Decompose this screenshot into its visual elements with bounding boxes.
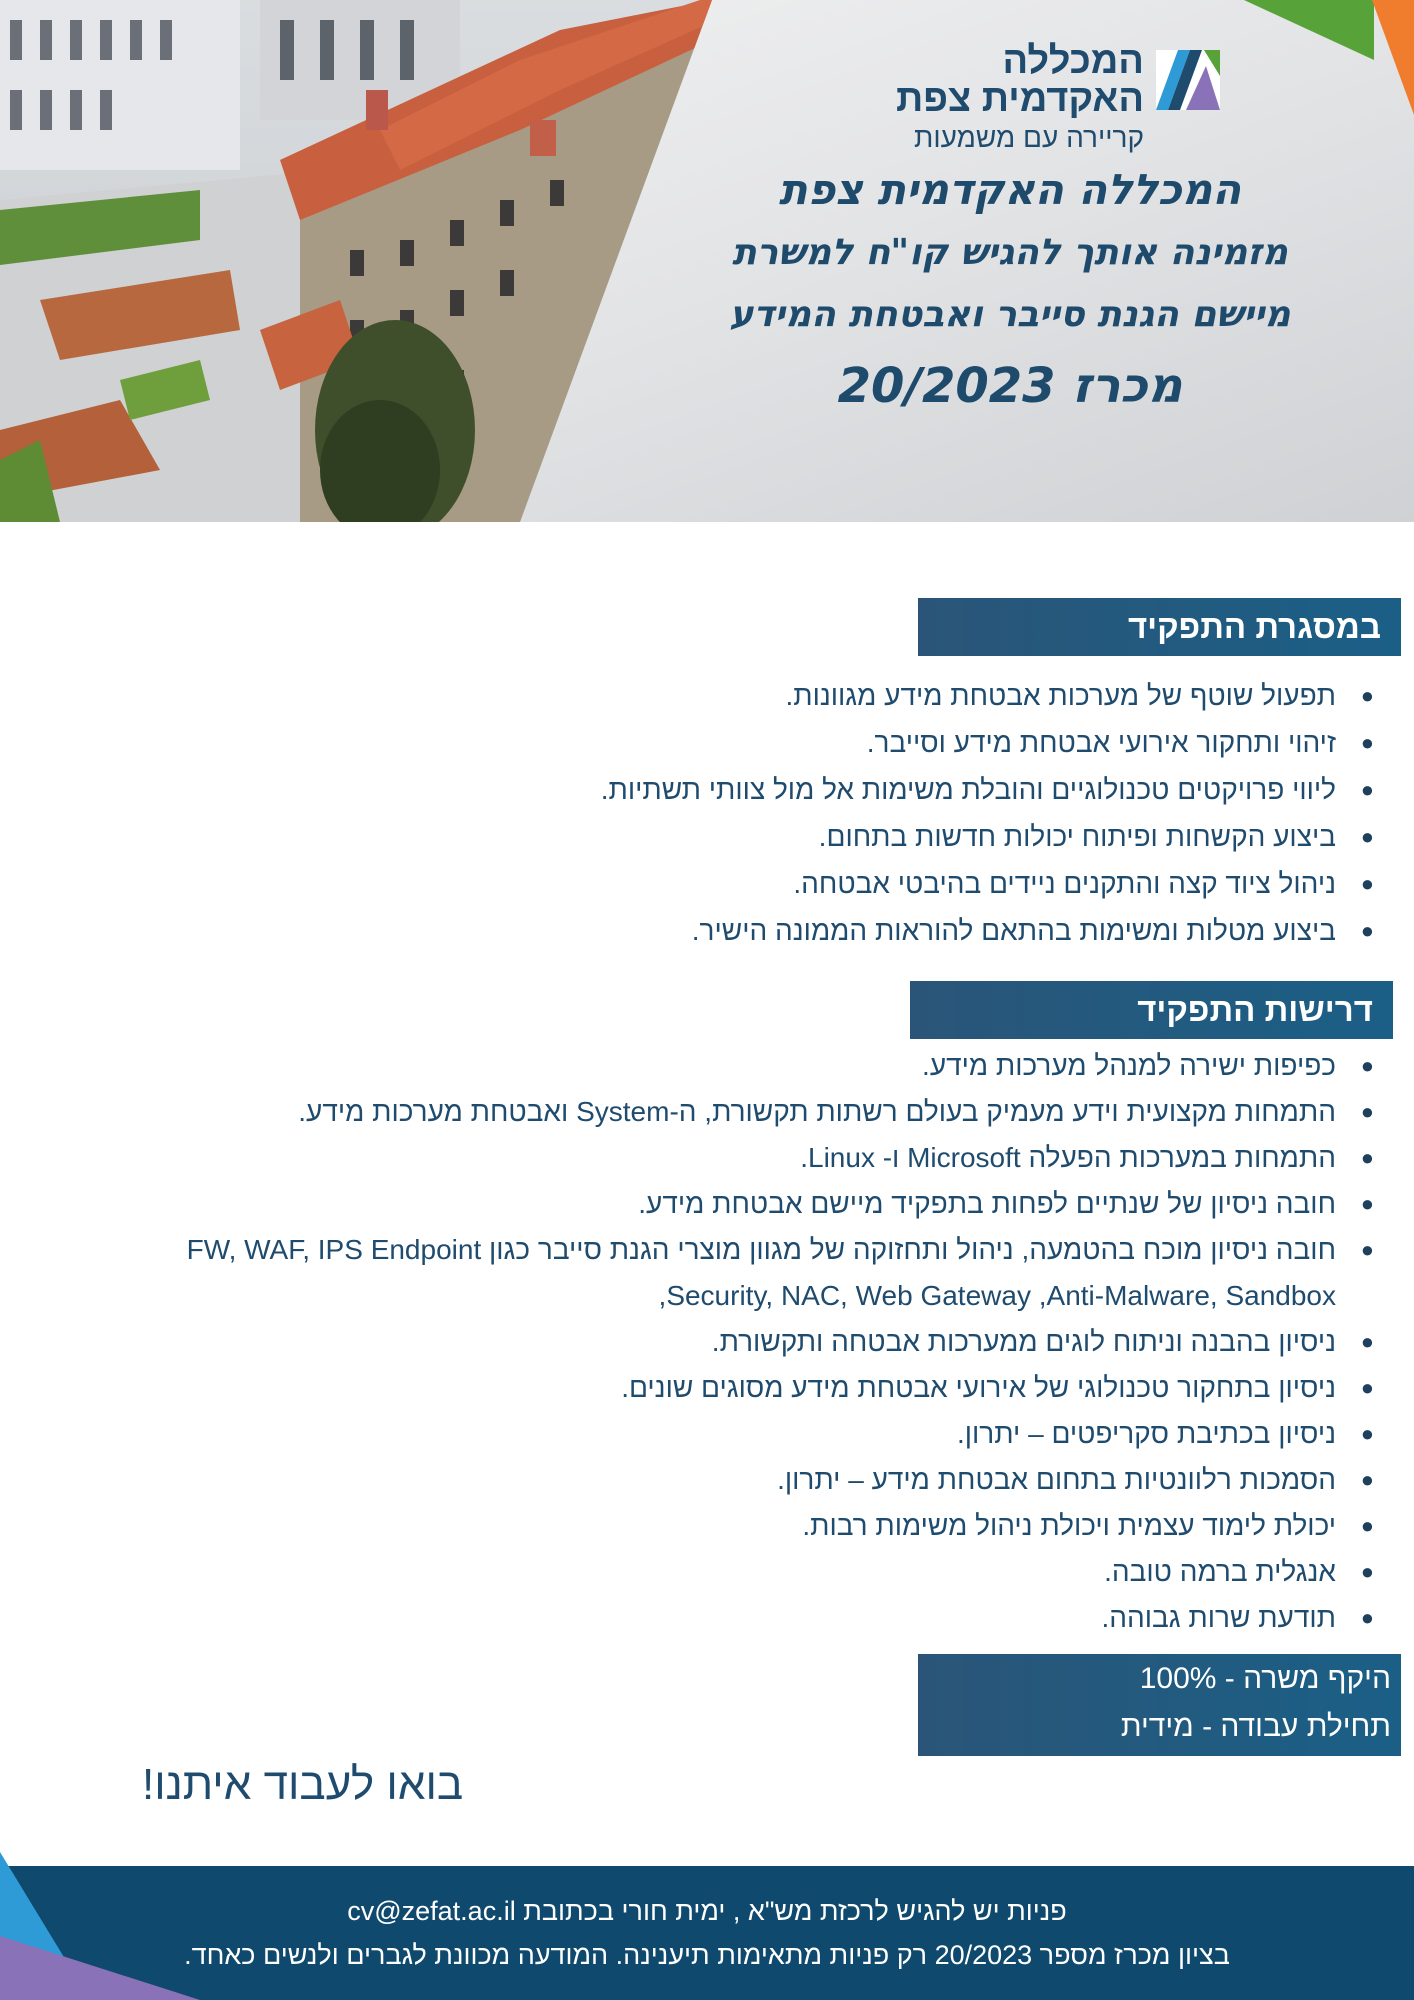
bullet-icon: ●	[1360, 1191, 1374, 1216]
logo-line-2: האקדמית צפת	[896, 78, 1144, 120]
bullet-icon: ●	[1360, 871, 1374, 896]
headline-line-3: מיישם הגנת סייבר ואבטחת המידע	[729, 294, 1291, 335]
bullet-icon: ●	[1360, 1421, 1374, 1446]
job-scope: היקף משרה - 100%	[1139, 1662, 1391, 1695]
bullet-icon: ●	[1360, 1053, 1374, 1078]
bullet-icon: ●	[1360, 683, 1374, 708]
section-title-requirements: דרישות התפקיד	[910, 981, 1393, 1039]
bullet-icon: ●	[1360, 1605, 1374, 1630]
list-item: ● זיהוי ותחקור אירועי אבטחת מידע וסייבר.	[336, 719, 1336, 766]
job-start: תחילת עבודה - מידית	[1120, 1710, 1391, 1743]
bullet-icon: ●	[1360, 1237, 1374, 1262]
bullet-icon: ●	[1360, 1329, 1374, 1354]
bullet-icon: ●	[1360, 1559, 1374, 1584]
list-item: ● אנגלית ברמה טובה.	[56, 1549, 1336, 1595]
bullet-icon: ●	[1360, 1099, 1374, 1124]
list-item: ● ניסיון בכתיבת סקריפטים – יתרון.	[56, 1411, 1336, 1457]
list-item: ● חובה ניסיון של שנתיים לפחות בתפקיד מיישם אבטחת מידע.	[56, 1181, 1336, 1227]
bullet-icon: ●	[1360, 1513, 1374, 1538]
logo-mark-icon	[1156, 50, 1220, 110]
job-info-box	[918, 1654, 1401, 1756]
bullet-icon: ●	[1360, 1145, 1374, 1170]
list-item-continuation: Security, NAC, Web Gateway ,Anti-Malware, Sandbox,	[658, 1280, 1336, 1311]
headline-line-1: המכללה האקדמית צפת	[778, 165, 1242, 214]
list-item: ● התמחות מקצועית וידע מעמיק בעולם רשתות תקשורת, ה-System ואבטחת מערכות מידע.	[56, 1089, 1336, 1135]
call-to-action: בואו לעבוד איתנו!	[142, 1760, 464, 1809]
bullet-icon: ●	[1360, 1375, 1374, 1400]
responsibilities-list	[336, 672, 1374, 954]
list-item: ● התמחות במערכות הפעלה Microsoft ו- Linux.	[56, 1135, 1336, 1181]
bullet-icon: ●	[1360, 918, 1374, 943]
logo-tagline: קריירה עם משמעות	[913, 122, 1144, 153]
tender-number: מכרז 20/2023	[837, 358, 1183, 414]
college-logo	[860, 38, 1220, 153]
headline-line-2: מזמינה אותך להגיש קו"ח למשרת	[732, 232, 1288, 273]
list-item: ● ניהול ציוד קצה והתקנים ניידים בהיבטי אבטחה.	[336, 860, 1336, 907]
list-item: ● ליווי פרויקטים טכנולוגיים והובלת משימות אל מול צוותי תשתיות.	[336, 766, 1336, 813]
footer-contact-line: פניות יש להגיש לרכזת מש"א , ימית חורי בכתובת cv@zefat.ac.il	[347, 1896, 1067, 1926]
list-item: ● הסמכות רלוונטיות בתחום אבטחת מידע – יתרון.	[56, 1457, 1336, 1503]
footer-band	[0, 1866, 1414, 2000]
corner-accent-orange	[1372, 0, 1414, 115]
list-item: ● תפעול שוטף של מערכות אבטחת מידע מגוונות.	[336, 672, 1336, 719]
logo-line-1: המכללה	[1002, 40, 1144, 82]
corner-accent-green	[1244, 0, 1374, 60]
section-title-responsibilities: במסגרת התפקיד	[918, 598, 1401, 656]
list-item: ● תודעת שרות גבוהה.	[56, 1595, 1336, 1641]
bullet-icon: ●	[1360, 777, 1374, 802]
footer-note-line: בציון מכרז מספר 20/2023 רק פניות מתאימות תיענינה. המודעה מכוונת לגברים ולנשים כאחד.	[184, 1940, 1230, 1970]
list-item: ● ביצוע הקשחות ופיתוח יכולות חדשות בתחום.	[336, 813, 1336, 860]
list-item: ● ניסיון בתחקור טכנולוגי של אירועי אבטחת מידע מסוגים שונים.	[56, 1365, 1336, 1411]
bullet-icon: ●	[1360, 824, 1374, 849]
bullet-icon: ●	[1360, 1467, 1374, 1492]
requirements-list	[56, 1043, 1374, 1641]
bullet-icon: ●	[1360, 730, 1374, 755]
list-item: ● יכולת לימוד עצמית ויכולת ניהול משימות רבות.	[56, 1503, 1336, 1549]
header-banner	[0, 0, 1414, 522]
list-item: ● כפיפות ישירה למנהל מערכות מידע.	[56, 1043, 1336, 1089]
list-item: ● חובה ניסיון מוכח בהטמעה, ניהול ותחזוקה של מגוון מוצרי הגנת סייבר כגון FW, WAF, IPS Endpoint Security, NAC, Web Gateway ,Anti-Malware, Sandbox,	[56, 1227, 1336, 1319]
list-item: ● ניסיון בהבנה וניתוח לוגים ממערכות אבטחה ותקשורת.	[56, 1319, 1336, 1365]
list-item: ● ביצוע מטלות ומשימות בהתאם להוראות הממונה הישיר.	[336, 907, 1336, 954]
